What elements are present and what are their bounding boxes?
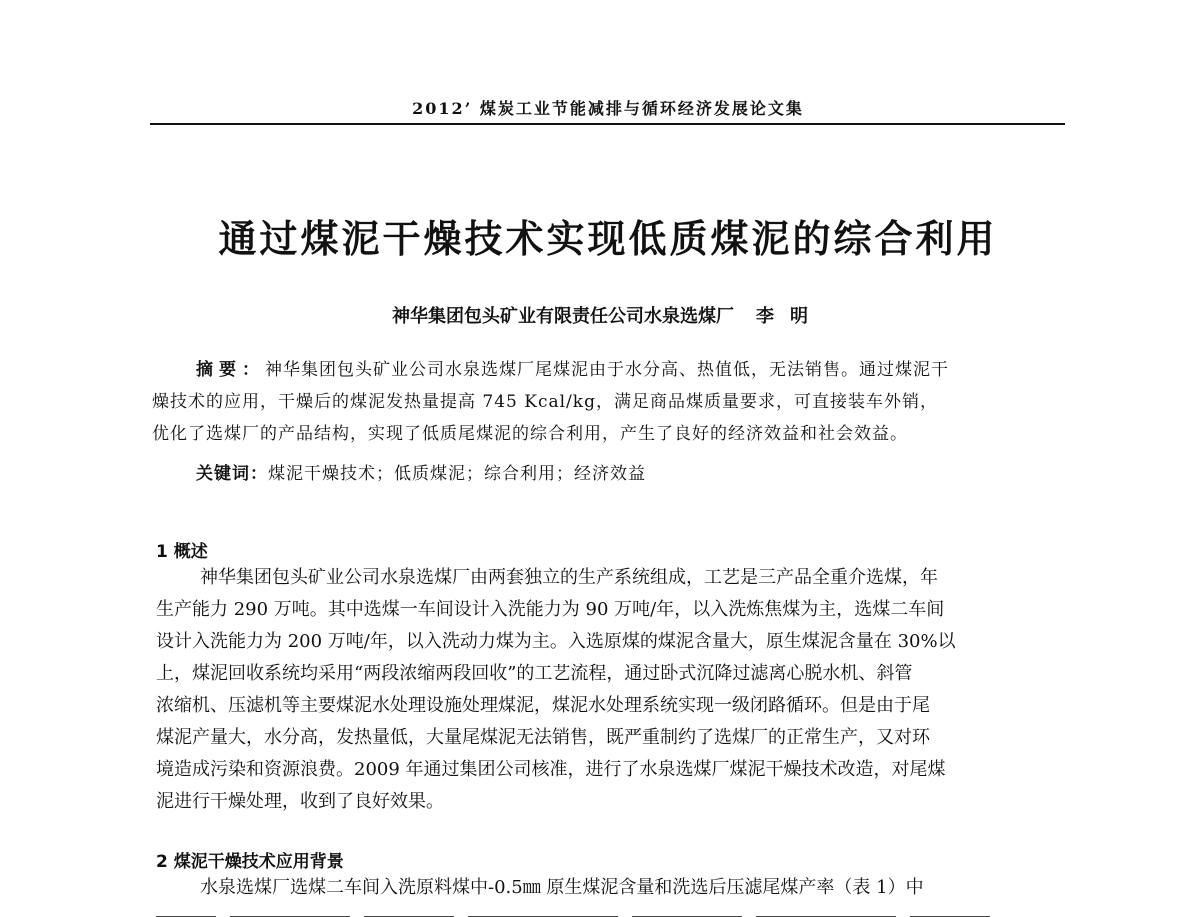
paragraph-line: 煤泥产量大，水分高，发热量低，大量尾煤泥无法销售，既严重制约了选煤厂的正常生产，又对环 xyxy=(156,727,930,748)
keywords-label: 关键词： xyxy=(196,464,268,484)
section-heading: 2 煤泥干燥技术应用背景 xyxy=(156,852,344,872)
section-heading: 1 概述 xyxy=(156,542,208,562)
paragraph-line: 泥进行干燥处理，收到了良好效果。 xyxy=(156,791,444,812)
affiliation: 神华集团包头矿业有限责任公司水泉选煤厂 xyxy=(392,306,734,327)
running-header: 2012’ 煤炭工业节能减排与循环经济发展论文集 xyxy=(412,99,804,118)
paragraph-line: 浓缩机、压滤机等主要煤泥水处理设施处理煤泥，煤泥水处理系统实现一级闭路循环。但是由于尾 xyxy=(156,695,930,716)
paragraph-line: 水泉选煤厂选煤二车间入洗原料煤中-0.5㎜ 原生煤泥含量和洗选后压滤尾煤产率（表 1）中 xyxy=(200,877,924,898)
abstract-line xyxy=(152,354,1064,386)
paragraph-line: 设计入洗能力为 200 万吨/年，以入洗动力煤为主。入选原煤的煤泥含量大，原生煤泥含量在 30%以 xyxy=(156,631,956,652)
paragraph-line: 境造成污染和资源浪费。2009 年通过集团公司核准，进行了水泉选煤厂煤泥干燥技术改造，对尾煤 xyxy=(156,759,946,780)
keywords xyxy=(196,459,646,484)
cutoff-text-fragment xyxy=(156,905,1066,917)
paragraph-line: 生产能力 290 万吨。其中选煤一车间设计入洗能力为 90 万吨/年，以入洗炼焦煤为主，选煤二车间 xyxy=(156,599,945,620)
paper-title: 通过煤泥干燥技术实现低质煤泥的综合利用 xyxy=(218,217,998,261)
abstract-line: 燥技术的应用，干燥后的煤泥发热量提高 745 Kcal/kg，满足商品煤质量要求，可直接装车外销， xyxy=(152,392,938,412)
abstract xyxy=(152,354,1064,450)
abstract-line: 优化了选煤厂的产品结构，实现了低质尾煤泥的综合利用，产生了良好的经济效益和社会效益。 xyxy=(152,424,908,444)
paragraph-line: 神华集团包头矿业公司水泉选煤厂由两套独立的生产系统组成，工艺是三产品全重介选煤，年 xyxy=(200,567,938,588)
section-body xyxy=(156,562,1066,818)
author: 李明 xyxy=(756,306,824,327)
abstract-text: 神华集团包头矿业公司水泉选煤厂尾煤泥由于水分高、热值低，无法销售。通过煤泥干 xyxy=(265,360,949,380)
header-rule xyxy=(150,123,1065,125)
paragraph-line: 上，煤泥回收系统均采用“两段浓缩两段回收”的工艺流程，通过卧式沉降过滤离心脱水机、斜管 xyxy=(156,663,913,684)
abstract-label: 摘要： xyxy=(196,360,265,380)
byline xyxy=(150,302,1066,328)
keywords-text: 煤泥干燥技术；低质煤泥；综合利用；经济效益 xyxy=(268,464,646,484)
section-body xyxy=(156,872,1066,904)
